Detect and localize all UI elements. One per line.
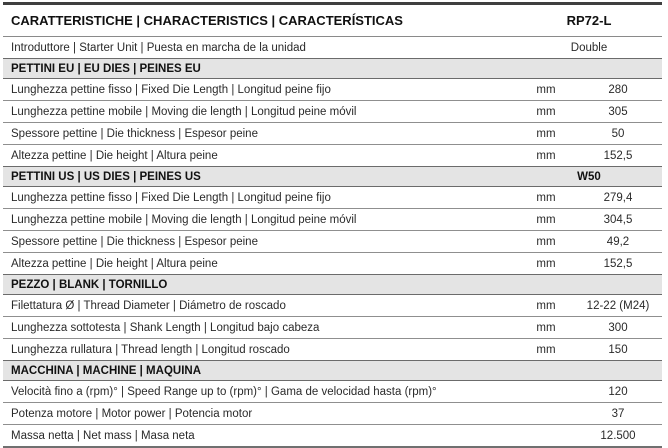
- spec-row: [3, 339, 662, 361]
- spec-label: Lunghezza pettine mobile | Moving die length | Longitud peine móvil: [11, 213, 357, 226]
- spec-label: Introduttore | Starter Unit | Puesta en marcha de la unidad: [11, 41, 306, 54]
- spec-row: [3, 37, 662, 59]
- spec-label: Lunghezza sottotesta | Shank Length | Longitud bajo cabeza: [11, 321, 320, 334]
- section-header-row: [3, 361, 662, 381]
- spec-unit: mm: [536, 127, 556, 140]
- spec-table: [3, 2, 662, 448]
- spec-value: 150: [608, 343, 628, 356]
- spec-row: [3, 295, 662, 317]
- spec-label: Filettatura Ø | Thread Diameter | Diámetro de roscado: [11, 299, 286, 312]
- spec-value: 300: [608, 321, 628, 334]
- spec-unit: mm: [536, 321, 556, 334]
- spec-row: [3, 187, 662, 209]
- spec-value: 305: [608, 105, 628, 118]
- spec-row: [3, 231, 662, 253]
- spec-row: [3, 209, 662, 231]
- spec-label: Lunghezza pettine fisso | Fixed Die Length | Longitud peine fijo: [11, 191, 331, 204]
- section-label: PETTINI EU | EU DIES | PEINES EU: [11, 62, 201, 75]
- spec-label: Lunghezza pettine fisso | Fixed Die Length | Longitud peine fijo: [11, 83, 331, 96]
- spec-unit: mm: [536, 105, 556, 118]
- spec-row: [3, 79, 662, 101]
- spec-value: 49,2: [606, 235, 630, 248]
- table-header-row: [3, 5, 662, 37]
- spec-value: 12-22 (M24): [586, 299, 650, 312]
- spec-row: [3, 381, 662, 403]
- spec-label: Lunghezza rullatura | Thread length | Longitud roscado: [11, 343, 290, 356]
- spec-row: [3, 145, 662, 167]
- spec-value: 12.500: [600, 429, 636, 442]
- spec-label: Velocità fino a (rpm)° | Speed Range up to (rpm)° | Gama de velocidad hasta (rpm)°: [11, 385, 437, 398]
- model-code: RP72-L: [566, 13, 612, 28]
- section-label: MACCHINA | MACHINE | MÁQUINA: [11, 364, 201, 377]
- spec-unit: mm: [536, 343, 556, 356]
- spec-value: W50: [577, 170, 601, 183]
- spec-value: Double: [570, 41, 608, 54]
- spec-value: 304,5: [603, 213, 633, 226]
- spec-value: 50: [611, 127, 625, 140]
- spec-row: [3, 425, 662, 448]
- spec-value: 37: [611, 407, 625, 420]
- table-body: [3, 37, 662, 448]
- spec-unit: mm: [536, 257, 556, 270]
- spec-row: [3, 317, 662, 339]
- spec-unit: mm: [536, 299, 556, 312]
- section-header-row: [3, 167, 662, 187]
- spec-unit: mm: [536, 235, 556, 248]
- section-header-row: [3, 59, 662, 79]
- spec-unit: mm: [536, 191, 556, 204]
- section-header-row: [3, 275, 662, 295]
- spec-row: [3, 403, 662, 425]
- spec-unit: mm: [536, 83, 556, 96]
- spec-label: Altezza pettine | Die height | Altura peine: [11, 257, 218, 270]
- spec-label: Lunghezza pettine mobile | Moving die length | Longitud peine móvil: [11, 105, 357, 118]
- spec-row: [3, 123, 662, 145]
- section-label: PETTINI US | US DIES | PEINES US: [11, 170, 201, 183]
- spec-label: Spessore pettine | Die thickness | Espesor peine: [11, 127, 258, 140]
- spec-label: Altezza pettine | Die height | Altura peine: [11, 149, 218, 162]
- spec-label: Massa netta | Net mass | Masa neta: [11, 429, 195, 442]
- spec-value: 152,5: [603, 257, 633, 270]
- spec-row: [3, 101, 662, 123]
- spec-unit: mm: [536, 213, 556, 226]
- spec-value: 279,4: [603, 191, 633, 204]
- table-title: CARATTERISTICHE | CHARACTERISTICS | CARACTERÍSTICAS: [11, 13, 403, 28]
- spec-value: 152,5: [603, 149, 633, 162]
- spec-unit: mm: [536, 149, 556, 162]
- spec-value: 120: [608, 385, 628, 398]
- spec-label: Potenza motore | Motor power | Potencia motor: [11, 407, 253, 420]
- spec-label: Spessore pettine | Die thickness | Espesor peine: [11, 235, 258, 248]
- section-label: PEZZO | BLANK | TORNILLO: [11, 278, 168, 291]
- spec-value: 280: [608, 83, 628, 96]
- spec-row: [3, 253, 662, 275]
